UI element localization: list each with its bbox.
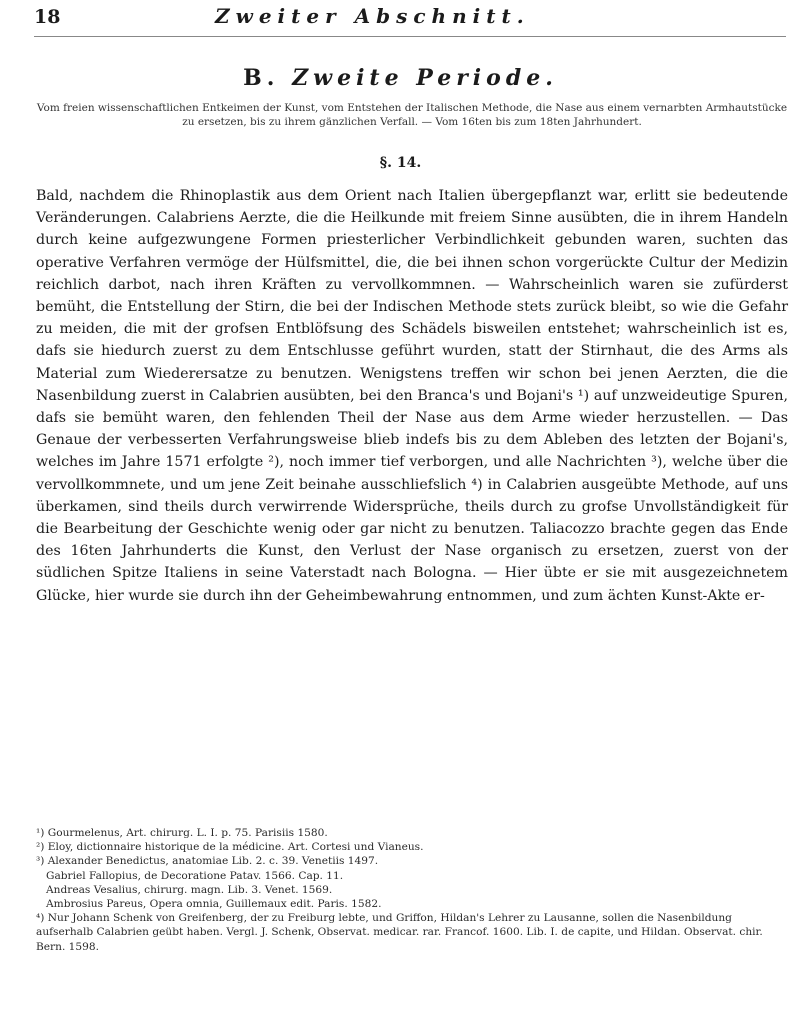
section-heading: §. 14. xyxy=(379,155,422,171)
header-rule xyxy=(34,36,786,37)
footnote-continuation: Gabriel Fallopius, de Decoratione Patav. 1566. Cap. 11. xyxy=(46,869,344,882)
page-number: 18 xyxy=(34,6,61,28)
footnote-continuation: Ambrosius Pareus, Opera omnia, Guillemaux edit. Paris. 1582. xyxy=(46,898,382,911)
body-text xyxy=(36,185,788,607)
footnote-continuation: Andreas Vesalius, chirurg. magn. Lib. 3. Venet. 1569. xyxy=(46,883,333,896)
period-title xyxy=(0,65,801,91)
footnote: ¹) Gourmelenus, Art. chirurg. L. I. p. 75. Parisiis 1580. xyxy=(36,827,328,839)
footnote: ³) Alexander Benedictus, anatomiae Lib. 2. c. 39. Venetiis 1497. xyxy=(36,855,379,868)
body-paragraph: Bald, nachdem die Rhinoplastik aus dem Orient nach Italien übergepflanzt war, erlitt sie bedeutende Veränderungen. Calabriens Aerzte, die die Heilkunde mit freiem Sinne ausübten, die in ihrem Handeln durch keine aufgezwungene Formen priesterlicher Verbindlichkeit gebunden waren, suchten das operative Verfahren vermöge der Hülfsmittel, die, die bei ihnen schon vorgerückte Cultur der Medizin reichlich darbot, nach ihren Kräften zu vervollkommnen. — Wahrscheinlich waren sie zufürderst bemüht, die Entstellung der Stirn, die bei der Indischen Methode stets zurück bleibt, so wie die Gefahr zu meiden, die mit der grofsen Entblöfsung des Schädels bisweilen entstehet; wahrscheinlich ist es, dafs sie hiedurch zuerst zu dem Entschlusse geführt wurden, statt der Stirnhaut, die des Arms als Material zum Wiederersatze zu benutzen. Wenigstens treffen wir schon bei jenen Aerzten, die die Nasenbildung zuerst in Calabrien ausübten, bei den Branca's und Bojani's ¹) auf unzweideutige Spuren, dafs sie bemüht waren, den fehlenden Theil der Nase aus dem Arme wieder herzustellen. — Das Genaue der verbesserten Verfahrungsweise blieb indefs bis zu dem Ableben des letzten der Bojani's, welches im Jahre 1571 erfolgte ²), noch immer tief verborgen, und alle Nachrichten ³), welche über die vervollkommnete, und um jene Zeit beinahe ausschliefslich ⁴) in Calabrien ausgeübte Methode, auf uns überkamen, sind theils durch verwirrende Widersprüche, theils durch zu grofse Unvollständigkeit für die Bearbeitung der Geschichte wenig oder gar nicht zu benutzen. Taliacozzo brachte gegen das Ende des 16ten Jahrhunderts die Kunst, den Verlust der Nase organisch zu ersetzen, zuerst von der südlichen Spitze Italiens in seine Vaterstadt nach Bologna. — Hier übte er sie mit ausgezeichnetem Glücke, hier wurde sie durch ihn der Geheimbewahrung entnommen, und zum ächten Kunst-Akte er- xyxy=(36,188,788,604)
running-head: Zweiter Abschnitt. xyxy=(215,4,530,28)
footnote: ²) Eloy, dictionnaire historique de la médicine. Art. Cortesi und Vianeus. xyxy=(36,841,424,854)
footnote: ⁴) Nur Johann Schenk von Greifenberg, der zu Freiburg lebte, und Griffon, Hildan's Lehrer zu Lausanne, sollen die Nasenbildung aufserhalb Calabrien geübt haben. Vergl. J. Schenk, Observat. medicar. rar. Francof. 1600. Lib. I. de capite, und Hildan. Observat. chir. Bern. 1598. xyxy=(36,912,763,953)
period-summary: Vom freien wissenschaftlichen Entkeimen der Kunst, vom Entstehen der Italischen Methode, die Nase aus einem vernarbten Armhautstücke zu ersetzen, bis zu ihrem gänzlichen Verfall. — Vom 16ten bis zum 18ten Jahrhundert. xyxy=(36,102,788,128)
footnotes xyxy=(36,826,788,954)
period-title-prefix: B. xyxy=(243,65,280,91)
period-title-text: Zweite Periode. xyxy=(292,65,558,91)
